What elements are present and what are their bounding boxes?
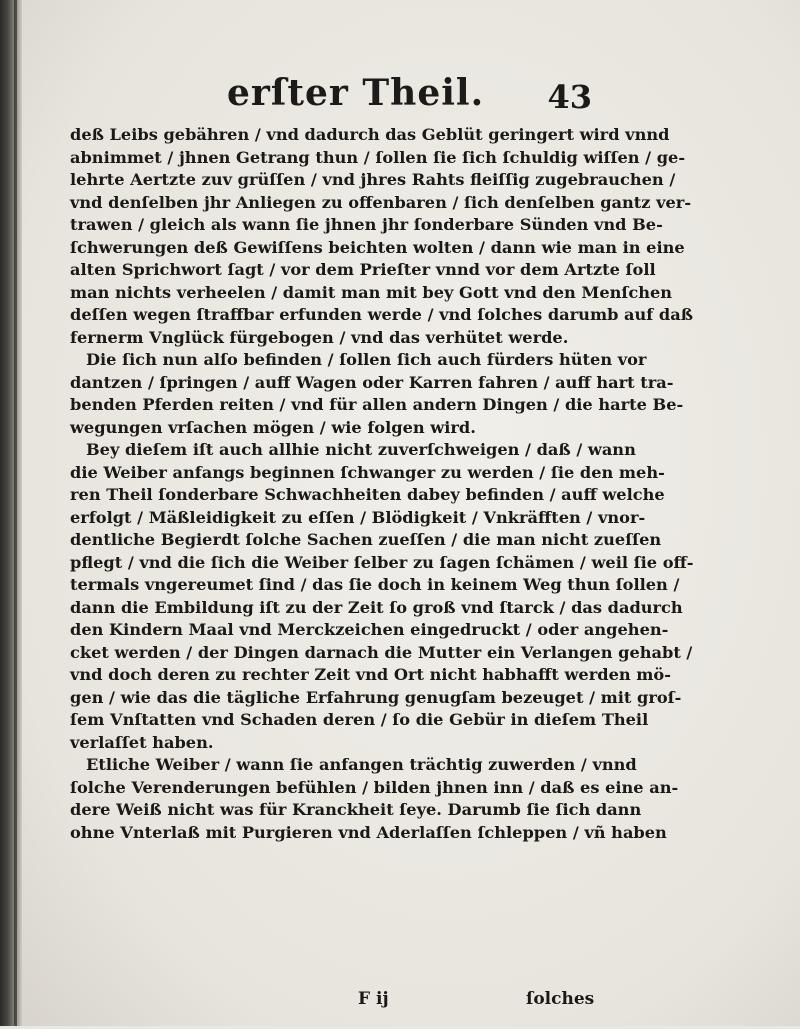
text-line: deſſen wegen ſtraffbar erfunden werde / vnd ſolches darumb auf daß <box>70 305 693 324</box>
text-line: fernerm Vnglück fürgebogen / vnd das verhütet werde. <box>70 327 569 347</box>
page-header <box>22 70 800 120</box>
text-line: verlaſſet haben. <box>70 732 214 752</box>
text-line: dantzen / ſpringen / auff Wagen oder Karren fahren / auff hart tra- <box>70 372 674 392</box>
text-line: die Weiber anfangs beginnen ſchwanger zu werden / ſie den meh- <box>70 462 665 482</box>
text-line: dere Weiß nicht was für Kranckheit ſeye. Darumb ſie ſich dann <box>70 800 642 819</box>
text-line: termals vngereumet ſind / das ſie doch in keinem Weg thun ſollen / <box>70 575 680 594</box>
text-line: ſem Vnſtatten vnd Schaden deren / ſo die Gebür in dieſem Theil <box>70 710 649 729</box>
text-line: ſchwerungen deß Gewiſſens beichten wolten / dann wie man in eine <box>70 237 685 257</box>
text-line: gen / wie das die tägliche Erfahrung genugſam bezeuget / mit groſ- <box>70 687 682 707</box>
text-line: cket werden / der Dingen darnach die Mutter ein Verlangen gehabt / <box>70 642 693 662</box>
text-line: alten Sprichwort ſagt / vor dem Prieſter vnnd vor dem Artzte ſoll <box>70 260 656 279</box>
text-line: dann die Embildung iſt zu der Zeit ſo groß vnd ſtarck / das dadurch <box>70 597 683 617</box>
text-line: ohne Vnterlaß mit Purgieren vnd Aderlaſſen ſchleppen / vñ haben <box>70 822 667 842</box>
text-line: pflegt / vnd die ſich die Weiber ſelber zu ſagen ſchämen / weil ſie off- <box>70 552 694 572</box>
text-line: deß Leibs gebähren / vnd dadurch das Geblüt geringert wird vnnd <box>70 125 670 144</box>
text-line: man nichts verheelen / damit man mit bey Gott vnd den Menſchen <box>70 282 673 302</box>
book-binding-edge <box>0 0 22 1026</box>
text-line: den Kindern Maal vnd Merckzeichen eingedruckt / oder angehen- <box>70 620 669 639</box>
text-line: Bey dieſem iſt auch allhie nicht zuverſchweigen / daß / wann <box>86 440 636 459</box>
text-line: vnd doch deren zu rechter Zeit vnd Ort nicht habhafft werden mö- <box>70 665 671 684</box>
body-text <box>70 124 694 844</box>
binding-shadow-line <box>14 0 17 1026</box>
text-line: Etliche Weiber / wann ſie anfangen trächtig zuwerden / vnnd <box>86 755 637 774</box>
text-line: wegungen vrſachen mögen / wie folgen wird. <box>70 417 476 437</box>
page-number: 43 <box>547 78 592 116</box>
text-line: Die ſich nun alſo befinden / ſollen ſich auch fürders hüten vor <box>86 350 647 369</box>
text-line: ren Theil ſonderbare Schwachheiten dabey befinden / auff welche <box>70 485 665 504</box>
text-line: dentliche Begierdt ſolche Sachen zueſſen / die man nicht zueſſen <box>70 530 662 549</box>
signature-mark: F ij <box>358 989 389 1009</box>
text-line: erfolgt / Mäßleidigkeit zu eſſen / Blödigkeit / Vnkräfften / vnor- <box>70 507 646 527</box>
page-footer <box>22 989 800 1029</box>
book-page <box>22 0 800 1026</box>
text-line: lehrte Aertzte zuv grüſſen / vnd jhres Rahts fleiſſig zugebrauchen / <box>70 170 676 189</box>
text-line: trawen / gleich als wann ſie jhnen jhr ſonderbare Sünden vnd Be- <box>70 215 663 234</box>
catchword: ſolches <box>526 989 595 1009</box>
text-line: benden Pferden reiten / vnd für allen andern Dingen / die harte Be- <box>70 395 684 414</box>
text-line: vnd denſelben jhr Anliegen zu offenbaren / ſich denſelben gantz ver- <box>70 192 692 212</box>
text-line: ſolche Verenderungen befühlen / bilden jhnen inn / daß es eine an- <box>70 777 679 797</box>
text-line: abnimmet / jhnen Getrang thun / ſollen ſie ſich ſchuldig wiſſen / ge- <box>70 147 686 167</box>
running-head: erſter Theil. <box>227 72 485 114</box>
